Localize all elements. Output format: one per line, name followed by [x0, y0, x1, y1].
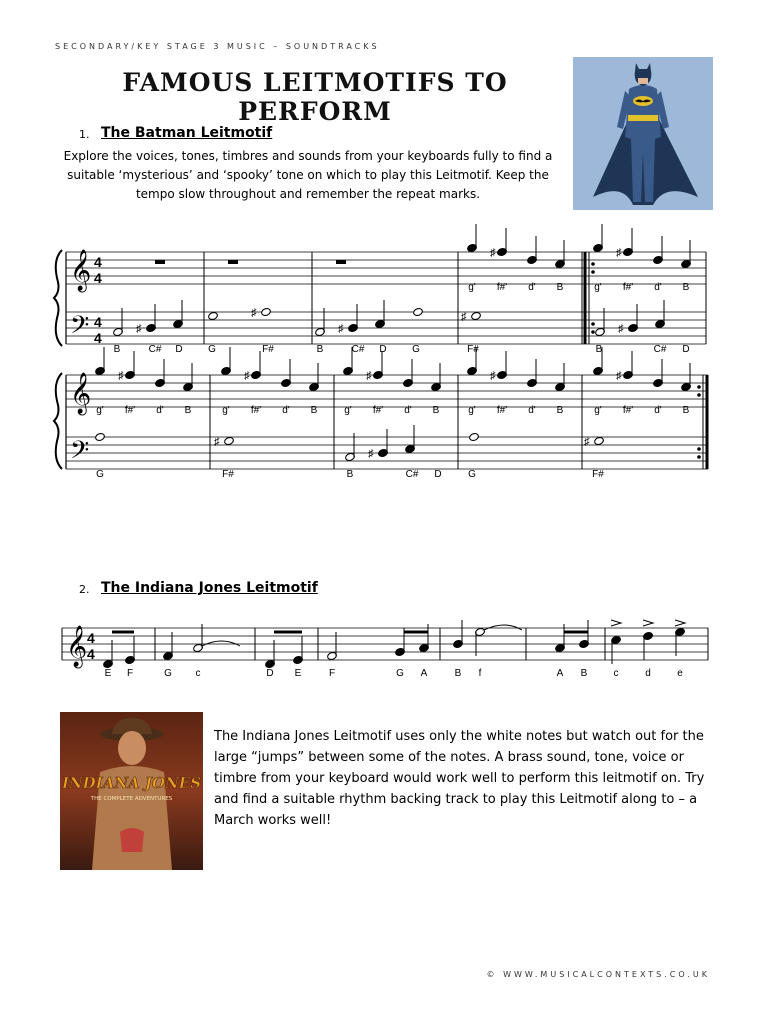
section-number: 2. — [79, 583, 90, 596]
tie — [484, 625, 522, 630]
note-label: B — [316, 344, 324, 355]
note-label: f#' — [124, 405, 136, 416]
repeat-dot — [591, 262, 595, 266]
section-heading-indiana: The Indiana Jones Leitmotif — [101, 580, 318, 596]
note-label: G — [164, 668, 172, 679]
note-label: A — [420, 668, 428, 679]
bass-note — [594, 436, 605, 445]
note-label: d' — [404, 405, 412, 416]
note-label: d' — [282, 405, 290, 416]
note-label: G — [468, 469, 476, 480]
repeat-dot — [697, 447, 701, 451]
note-label: C# — [351, 344, 365, 355]
accent — [675, 620, 685, 626]
section-heading-batman: The Batman Leitmotif — [101, 125, 273, 141]
note-label: c — [195, 668, 201, 679]
note-label: D — [682, 344, 690, 355]
brace — [54, 250, 62, 346]
time-signature-denominator: 4 — [94, 330, 102, 346]
sharp-sign: ♯ — [118, 370, 124, 382]
note-label: f#' — [250, 405, 262, 416]
treble-clef: 𝄞 — [70, 372, 92, 413]
brace — [54, 373, 62, 469]
note-label: D — [379, 344, 387, 355]
whole-rest — [155, 260, 165, 264]
note-label: B — [580, 668, 588, 679]
note-label: g' — [96, 405, 104, 416]
note-label: B — [556, 405, 564, 416]
repeat-dot — [697, 385, 701, 389]
note-label: g' — [594, 282, 602, 293]
note-label: B — [595, 344, 603, 355]
time-signature-numerator: 4 — [94, 314, 102, 330]
note-label: g' — [468, 405, 476, 416]
note-label: G — [396, 668, 404, 679]
note-label: F# — [467, 344, 479, 355]
note-label: B — [113, 344, 121, 355]
bass-note — [95, 432, 106, 441]
treble-clef: 𝄞 — [66, 625, 88, 666]
note-label: d' — [654, 405, 662, 416]
note-label: d' — [654, 282, 662, 293]
note-label: f#' — [622, 282, 634, 293]
bass-clef: 𝄢 — [70, 437, 90, 470]
note-label: g' — [344, 405, 352, 416]
note-label: g' — [594, 405, 602, 416]
note-label: B — [682, 282, 690, 293]
time-signature-numerator: 4 — [94, 254, 102, 270]
note-label: F# — [592, 469, 604, 480]
sharp-sign: ♯ — [368, 448, 374, 460]
footer-website: © WWW.MUSICALCONTEXTS.CO.UK — [486, 970, 710, 979]
note-label: G — [412, 344, 420, 355]
repeat-dot — [591, 330, 595, 334]
batman-instructions: Explore the voices, tones, timbres and sounds from your keyboards fully to find a suitable ‘mysterious’ and ‘spooky’ tone on which to play this Leitmotif. Keep the tempo slow throughout and remember the repeat marks. — [63, 149, 553, 201]
note-label: F — [328, 668, 336, 679]
sharp-sign: ♯ — [616, 247, 622, 259]
time-signature-denominator: 4 — [87, 646, 95, 662]
sharp-sign: ♯ — [461, 311, 467, 323]
repeat-dot — [591, 270, 595, 274]
accent — [643, 620, 653, 626]
series-header: SECONDARY/KEY STAGE 3 MUSIC – SOUNDTRACKS — [55, 42, 380, 51]
bass-note — [261, 307, 272, 316]
note-label: D — [175, 344, 183, 355]
sharp-sign: ♯ — [490, 370, 496, 382]
sharp-sign: ♯ — [214, 436, 220, 448]
sharp-sign: ♯ — [490, 247, 496, 259]
note-label: B — [556, 282, 564, 293]
bass-clef: 𝄢 — [70, 312, 90, 345]
sharp-sign: ♯ — [244, 370, 250, 382]
repeat-dot — [697, 393, 701, 397]
note-label: B — [432, 405, 440, 416]
note-label: G — [208, 344, 216, 355]
time-signature-denominator: 4 — [94, 270, 102, 286]
poster-title: INDIANA JONES — [61, 774, 202, 792]
bass-note — [208, 311, 219, 320]
sharp-sign: ♯ — [618, 323, 624, 335]
note-label: G — [96, 469, 104, 480]
sharp-sign: ♯ — [584, 436, 590, 448]
time-signature-numerator: 4 — [87, 630, 95, 646]
bass-note — [224, 436, 235, 445]
note-label: d' — [156, 405, 164, 416]
repeat-dot — [697, 455, 701, 459]
section-number: 1. — [79, 128, 90, 141]
note-label: E — [294, 668, 302, 679]
note-label: E — [104, 668, 112, 679]
accent — [611, 620, 621, 626]
bass-note — [469, 432, 480, 441]
note-label: f#' — [372, 405, 384, 416]
sharp-sign: ♯ — [338, 323, 344, 335]
note-label: d' — [528, 282, 536, 293]
note-label: e — [677, 668, 683, 679]
note-label: D — [434, 469, 442, 480]
page-title: FAMOUS LEITMOTIFS TO PERFORM — [122, 68, 508, 126]
note-label: f#' — [496, 405, 508, 416]
sharp-sign: ♯ — [616, 370, 622, 382]
note-label: F — [126, 668, 134, 679]
whole-rest — [228, 260, 238, 264]
bass-note — [413, 307, 424, 316]
sharp-sign: ♯ — [251, 307, 257, 319]
note-label: D — [266, 668, 274, 679]
note-label: f#' — [622, 405, 634, 416]
note-label: c — [613, 668, 619, 679]
note-label: B — [310, 405, 318, 416]
tie — [202, 641, 240, 646]
treble-clef: 𝄞 — [70, 249, 92, 290]
note-label: g' — [222, 405, 230, 416]
note-label: C# — [148, 344, 162, 355]
note-label: B — [682, 405, 690, 416]
note-label: A — [556, 668, 564, 679]
poster-subtitle: THE COMPLETE ADVENTURES — [90, 796, 173, 802]
note-label: B — [346, 469, 354, 480]
sharp-sign: ♯ — [136, 323, 142, 335]
sharp-sign: ♯ — [366, 370, 372, 382]
note-label: B — [184, 405, 192, 416]
note-label: g' — [468, 282, 476, 293]
note-label: C# — [405, 469, 419, 480]
note-label: C# — [653, 344, 667, 355]
bass-note — [471, 311, 482, 320]
note-label: F# — [222, 469, 234, 480]
note-label: f — [478, 668, 482, 679]
note-label: d — [645, 668, 651, 679]
repeat-dot — [591, 322, 595, 326]
indiana-description: The Indiana Jones Leitmotif uses only the white notes but watch out for the large “jumps” between some of the notes. A brass sound, tone, voice or timbre from your keyboard would work well to perform this leitmotif on. Try and find a suitable rhythm backing track to play this Leitmotif along to – a March works well! — [214, 729, 705, 828]
note-label: B — [454, 668, 462, 679]
indiana-jones-poster — [60, 712, 203, 870]
note-label: F# — [262, 344, 274, 355]
whole-rest — [336, 260, 346, 264]
note-label: d' — [528, 405, 536, 416]
note-label: f#' — [496, 282, 508, 293]
